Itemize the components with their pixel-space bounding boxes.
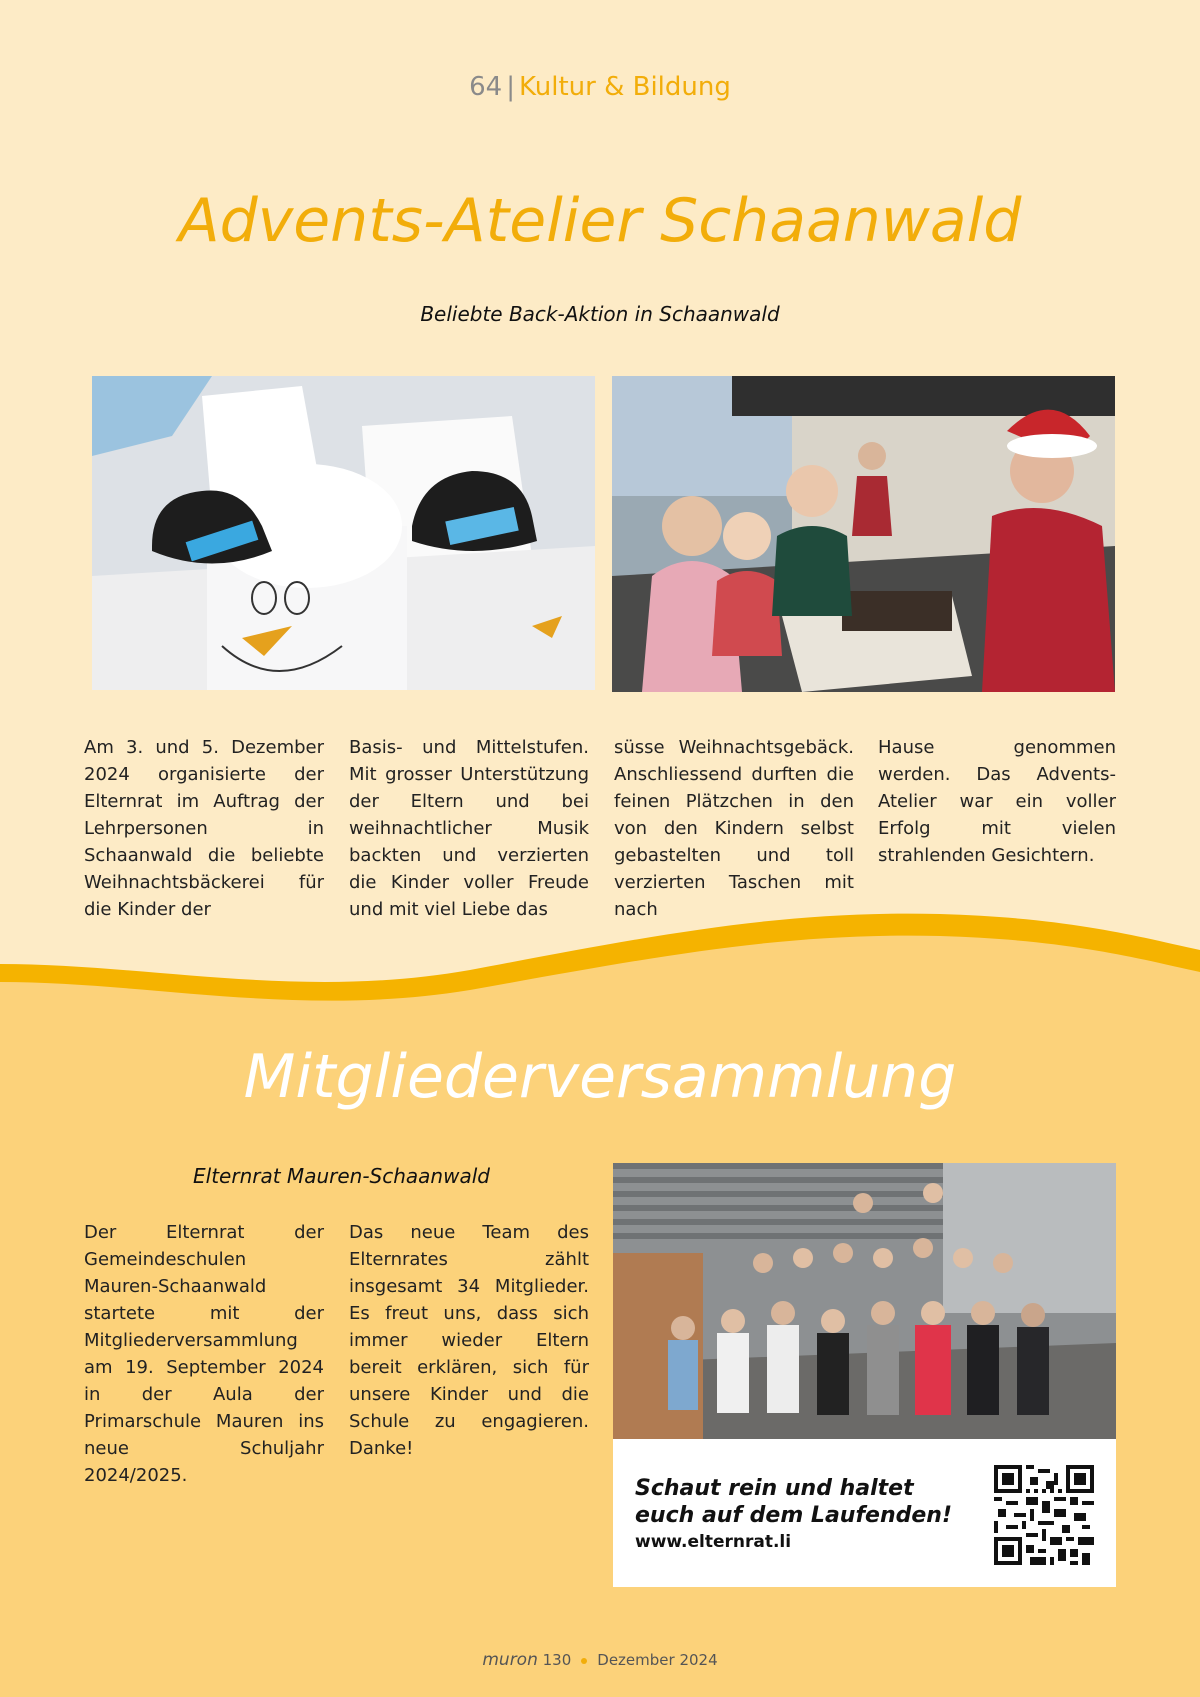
article-title: Advents-Atelier Schaanwald — [178, 186, 1022, 256]
promo-text — [635, 1475, 955, 1529]
page-header — [0, 72, 1200, 102]
children-baking-photo — [612, 376, 1115, 692]
snowman-bags-photo — [92, 376, 595, 690]
promo-url-link[interactable]: www.elternrat.li — [635, 1532, 792, 1552]
article1-column-1: Am 3. und 5. Dezember 2024 organisierte der Elternrat im Auftrag der Lehrpersonen in Schaanwald die beliebte Weihnachtsbäckerei für die Kinder der — [84, 737, 324, 920]
promo-line-1: Schaut rein und haltet — [635, 1476, 914, 1501]
article2-title: Mitgliederversammlung — [243, 1042, 957, 1112]
article2-subtitle: Elternrat Mauren-Schaanwald — [193, 1164, 490, 1188]
header-separator: | — [506, 72, 515, 102]
page-number: 64 — [469, 72, 503, 102]
promo-line-2: euch auf dem Laufenden! — [635, 1503, 952, 1528]
section-name: Kultur & Bildung — [518, 72, 731, 102]
article2-column-2: Das neue Team des Elternrates zählt insgesamt 34 Mitglieder. Es freut uns, dass sich immer wieder Eltern bereit erklären, sich für unsere Kinder und die Schule zu engagieren. Danke! — [349, 1222, 589, 1459]
issue-number: 130 — [542, 1651, 572, 1669]
article1-column-2: Basis- und Mittelstufen. Mit grosser Unterstützung der Eltern und bei weihnachtlicher Musik backten und verzierten die Kinder voller Freude und mit viel Liebe das — [349, 737, 589, 920]
article1-column-4: Hause genommen werden. Das Advents-Atelier war ein voller Erfolg mit vielen strahlenden Gesichtern. — [878, 737, 1116, 866]
article2-column-1: Der Elternrat der Gemeindeschulen Mauren-Schaanwald startete mit der Mitgliederversammlung am 19. September 2024 in der Aula der Primarschule Mauren ins neue Schuljahr 2024/2025. — [84, 1222, 324, 1486]
article1-column-3: süsse Weihnachtsgebäck. Anschliessend durften die feinen Plätzchen in den von den Kindern selbst gebastelten und toll verzierten Taschen mit nach — [614, 737, 854, 920]
footer-dot — [581, 1658, 587, 1664]
article-subtitle: Beliebte Back-Aktion in Schaanwald — [420, 302, 780, 326]
issue-date: Dezember 2024 — [597, 1651, 718, 1669]
group-photo — [613, 1163, 1116, 1439]
qr-code-icon[interactable] — [994, 1465, 1094, 1565]
page-footer — [0, 1650, 1200, 1670]
magazine-brand: muron — [482, 1650, 538, 1670]
promo-box — [613, 1439, 1116, 1587]
